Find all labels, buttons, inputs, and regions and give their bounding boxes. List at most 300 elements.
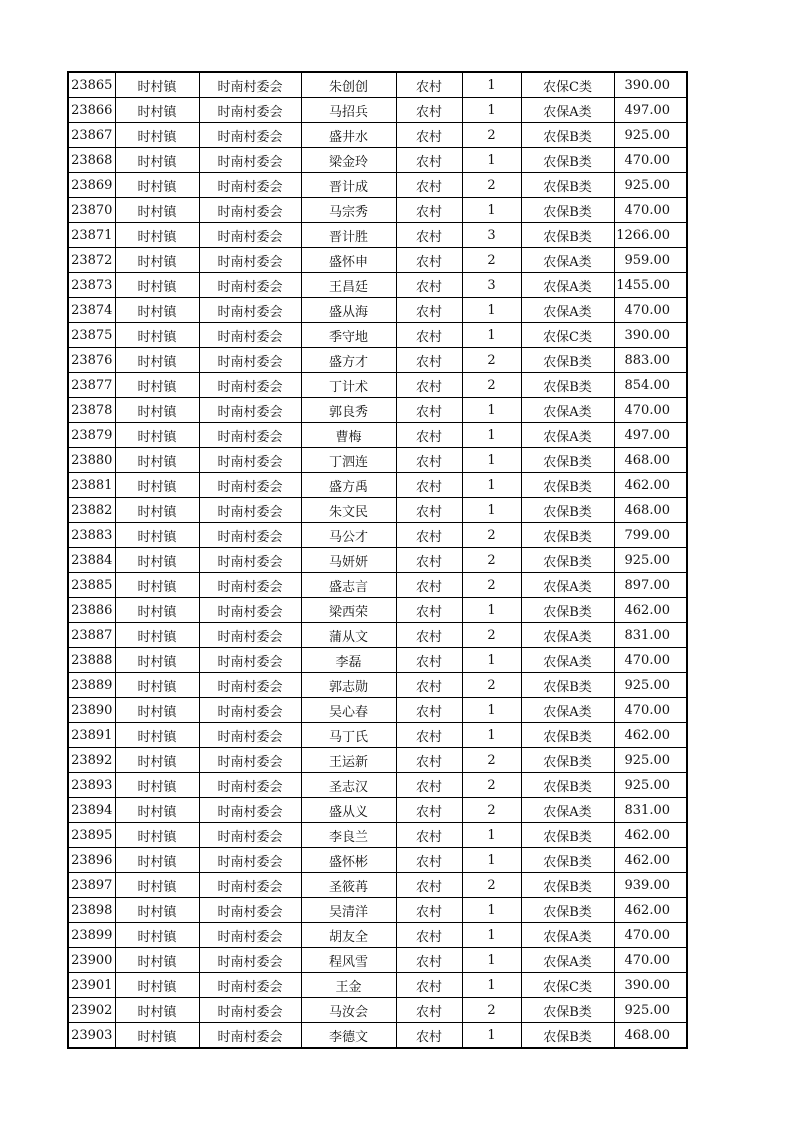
name-cell: 李磊 — [301, 648, 396, 673]
member-count-cell: 1 — [462, 823, 521, 848]
town-cell: 时村镇 — [115, 98, 199, 123]
amount-cell: 390.00 — [614, 323, 687, 348]
amount-cell: 831.00 — [614, 623, 687, 648]
village-committee-cell: 时南村委会 — [199, 498, 301, 523]
record-id-cell: 23878 — [68, 398, 115, 423]
amount-cell: 470.00 — [614, 648, 687, 673]
name-cell: 盛井水 — [301, 123, 396, 148]
table-row — [68, 748, 687, 773]
town-cell: 时村镇 — [115, 673, 199, 698]
table-row — [68, 273, 687, 298]
village-committee-cell: 时南村委会 — [199, 72, 301, 98]
table-row — [68, 348, 687, 373]
name-cell: 圣志汉 — [301, 773, 396, 798]
member-count-cell: 1 — [462, 98, 521, 123]
amount-cell: 925.00 — [614, 548, 687, 573]
record-id-cell: 23898 — [68, 898, 115, 923]
member-count-cell: 2 — [462, 748, 521, 773]
amount-cell: 462.00 — [614, 598, 687, 623]
name-cell: 盛从海 — [301, 298, 396, 323]
village-committee-cell: 时南村委会 — [199, 448, 301, 473]
member-count-cell: 1 — [462, 923, 521, 948]
member-count-cell: 2 — [462, 173, 521, 198]
insurance-category-cell: 农保B类 — [521, 773, 614, 798]
member-count-cell: 1 — [462, 148, 521, 173]
table-row — [68, 498, 687, 523]
village-committee-cell: 时南村委会 — [199, 473, 301, 498]
household-type-cell: 农村 — [396, 273, 462, 298]
household-type-cell: 农村 — [396, 923, 462, 948]
village-committee-cell: 时南村委会 — [199, 948, 301, 973]
member-count-cell: 2 — [462, 348, 521, 373]
amount-cell: 462.00 — [614, 898, 687, 923]
member-count-cell: 2 — [462, 548, 521, 573]
town-cell: 时村镇 — [115, 1023, 199, 1049]
table-row — [68, 548, 687, 573]
name-cell: 马妍妍 — [301, 548, 396, 573]
village-committee-cell: 时南村委会 — [199, 1023, 301, 1049]
town-cell: 时村镇 — [115, 398, 199, 423]
household-type-cell: 农村 — [396, 723, 462, 748]
town-cell: 时村镇 — [115, 573, 199, 598]
insurance-category-cell: 农保A类 — [521, 948, 614, 973]
member-count-cell: 1 — [462, 448, 521, 473]
member-count-cell: 1 — [462, 398, 521, 423]
town-cell: 时村镇 — [115, 348, 199, 373]
member-count-cell: 1 — [462, 198, 521, 223]
amount-cell: 497.00 — [614, 98, 687, 123]
table-row — [68, 323, 687, 348]
town-cell: 时村镇 — [115, 373, 199, 398]
name-cell: 季守地 — [301, 323, 396, 348]
member-count-cell: 3 — [462, 223, 521, 248]
town-cell: 时村镇 — [115, 448, 199, 473]
roster-body — [68, 72, 687, 1048]
table-row — [68, 923, 687, 948]
village-committee-cell: 时南村委会 — [199, 548, 301, 573]
record-id-cell: 23873 — [68, 273, 115, 298]
name-cell: 马宗秀 — [301, 198, 396, 223]
town-cell: 时村镇 — [115, 173, 199, 198]
insurance-category-cell: 农保B类 — [521, 598, 614, 623]
household-type-cell: 农村 — [396, 773, 462, 798]
village-committee-cell: 时南村委会 — [199, 873, 301, 898]
name-cell: 胡友全 — [301, 923, 396, 948]
name-cell: 马丁氏 — [301, 723, 396, 748]
table-row — [68, 248, 687, 273]
record-id-cell: 23891 — [68, 723, 115, 748]
town-cell: 时村镇 — [115, 123, 199, 148]
name-cell: 盛从义 — [301, 798, 396, 823]
table-row — [68, 148, 687, 173]
household-type-cell: 农村 — [396, 873, 462, 898]
table-row — [68, 72, 687, 98]
household-type-cell: 农村 — [396, 248, 462, 273]
amount-cell: 468.00 — [614, 448, 687, 473]
insurance-category-cell: 农保B类 — [521, 198, 614, 223]
town-cell: 时村镇 — [115, 873, 199, 898]
village-committee-cell: 时南村委会 — [199, 773, 301, 798]
village-committee-cell: 时南村委会 — [199, 148, 301, 173]
table-row — [68, 298, 687, 323]
name-cell: 李良兰 — [301, 823, 396, 848]
village-committee-cell: 时南村委会 — [199, 223, 301, 248]
insurance-category-cell: 农保A类 — [521, 98, 614, 123]
household-type-cell: 农村 — [396, 573, 462, 598]
village-committee-cell: 时南村委会 — [199, 623, 301, 648]
record-id-cell: 23900 — [68, 948, 115, 973]
table-row — [68, 373, 687, 398]
insurance-category-cell: 农保B类 — [521, 1023, 614, 1049]
village-committee-cell: 时南村委会 — [199, 598, 301, 623]
household-type-cell: 农村 — [396, 623, 462, 648]
household-type-cell: 农村 — [396, 823, 462, 848]
table-row — [68, 223, 687, 248]
amount-cell: 925.00 — [614, 773, 687, 798]
town-cell: 时村镇 — [115, 323, 199, 348]
village-committee-cell: 时南村委会 — [199, 523, 301, 548]
town-cell: 时村镇 — [115, 72, 199, 98]
table-row — [68, 873, 687, 898]
member-count-cell: 1 — [462, 423, 521, 448]
amount-cell: 959.00 — [614, 248, 687, 273]
household-type-cell: 农村 — [396, 123, 462, 148]
record-id-cell: 23867 — [68, 123, 115, 148]
household-type-cell: 农村 — [396, 98, 462, 123]
amount-cell: 925.00 — [614, 748, 687, 773]
table-row — [68, 848, 687, 873]
record-id-cell: 23883 — [68, 523, 115, 548]
name-cell: 盛怀彬 — [301, 848, 396, 873]
name-cell: 圣筱苒 — [301, 873, 396, 898]
town-cell: 时村镇 — [115, 798, 199, 823]
insurance-category-cell: 农保B类 — [521, 348, 614, 373]
household-type-cell: 农村 — [396, 898, 462, 923]
table-row — [68, 598, 687, 623]
record-id-cell: 23902 — [68, 998, 115, 1023]
village-committee-cell: 时南村委会 — [199, 398, 301, 423]
record-id-cell: 23870 — [68, 198, 115, 223]
name-cell: 盛志言 — [301, 573, 396, 598]
town-cell: 时村镇 — [115, 248, 199, 273]
town-cell: 时村镇 — [115, 648, 199, 673]
amount-cell: 470.00 — [614, 148, 687, 173]
household-type-cell: 农村 — [396, 798, 462, 823]
insurance-category-cell: 农保B类 — [521, 873, 614, 898]
name-cell: 吴清洋 — [301, 898, 396, 923]
insurance-category-cell: 农保B类 — [521, 223, 614, 248]
insurance-category-cell: 农保B类 — [521, 848, 614, 873]
insurance-category-cell: 农保B类 — [521, 523, 614, 548]
village-committee-cell: 时南村委会 — [199, 298, 301, 323]
name-cell: 盛怀申 — [301, 248, 396, 273]
household-type-cell: 农村 — [396, 523, 462, 548]
town-cell: 时村镇 — [115, 623, 199, 648]
amount-cell: 462.00 — [614, 473, 687, 498]
town-cell: 时村镇 — [115, 273, 199, 298]
name-cell: 王金 — [301, 973, 396, 998]
record-id-cell: 23894 — [68, 798, 115, 823]
record-id-cell: 23874 — [68, 298, 115, 323]
insurance-category-cell: 农保A类 — [521, 398, 614, 423]
insurance-category-cell: 农保B类 — [521, 548, 614, 573]
record-id-cell: 23868 — [68, 148, 115, 173]
member-count-cell: 2 — [462, 773, 521, 798]
insurance-category-cell: 农保A类 — [521, 798, 614, 823]
village-committee-cell: 时南村委会 — [199, 923, 301, 948]
amount-cell: 470.00 — [614, 948, 687, 973]
member-count-cell: 3 — [462, 273, 521, 298]
town-cell: 时村镇 — [115, 148, 199, 173]
amount-cell: 831.00 — [614, 798, 687, 823]
household-type-cell: 农村 — [396, 398, 462, 423]
town-cell: 时村镇 — [115, 198, 199, 223]
household-type-cell: 农村 — [396, 148, 462, 173]
town-cell: 时村镇 — [115, 848, 199, 873]
amount-cell: 1455.00 — [614, 273, 687, 298]
name-cell: 马公才 — [301, 523, 396, 548]
household-type-cell: 农村 — [396, 348, 462, 373]
table-row — [68, 973, 687, 998]
table-row — [68, 448, 687, 473]
member-count-cell: 1 — [462, 723, 521, 748]
name-cell: 郭良秀 — [301, 398, 396, 423]
household-type-cell: 农村 — [396, 448, 462, 473]
insurance-category-cell: 农保A类 — [521, 248, 614, 273]
record-id-cell: 23888 — [68, 648, 115, 673]
amount-cell: 1266.00 — [614, 223, 687, 248]
insurance-category-cell: 农保A类 — [521, 623, 614, 648]
name-cell: 丁计术 — [301, 373, 396, 398]
amount-cell: 470.00 — [614, 298, 687, 323]
record-id-cell: 23903 — [68, 1023, 115, 1049]
table-row — [68, 123, 687, 148]
household-type-cell: 农村 — [396, 598, 462, 623]
table-row — [68, 998, 687, 1023]
name-cell: 丁泗连 — [301, 448, 396, 473]
insurance-category-cell: 农保B类 — [521, 673, 614, 698]
village-committee-cell: 时南村委会 — [199, 173, 301, 198]
household-type-cell: 农村 — [396, 323, 462, 348]
village-committee-cell: 时南村委会 — [199, 348, 301, 373]
amount-cell: 470.00 — [614, 698, 687, 723]
town-cell: 时村镇 — [115, 723, 199, 748]
village-committee-cell: 时南村委会 — [199, 823, 301, 848]
member-count-cell: 2 — [462, 123, 521, 148]
member-count-cell: 1 — [462, 973, 521, 998]
insurance-category-cell: 农保B类 — [521, 723, 614, 748]
table-row — [68, 198, 687, 223]
table-row — [68, 473, 687, 498]
roster-table — [67, 71, 688, 1049]
member-count-cell: 1 — [462, 848, 521, 873]
table-row — [68, 1023, 687, 1049]
insurance-category-cell: 农保B类 — [521, 373, 614, 398]
record-id-cell: 23865 — [68, 72, 115, 98]
insurance-category-cell: 农保A类 — [521, 423, 614, 448]
member-count-cell: 2 — [462, 998, 521, 1023]
member-count-cell: 2 — [462, 798, 521, 823]
record-id-cell: 23879 — [68, 423, 115, 448]
insurance-category-cell: 农保A类 — [521, 273, 614, 298]
record-id-cell: 23881 — [68, 473, 115, 498]
name-cell: 梁西荣 — [301, 598, 396, 623]
town-cell: 时村镇 — [115, 498, 199, 523]
village-committee-cell: 时南村委会 — [199, 648, 301, 673]
insurance-category-cell: 农保B类 — [521, 123, 614, 148]
insurance-category-cell: 农保C类 — [521, 323, 614, 348]
record-id-cell: 23901 — [68, 973, 115, 998]
table-row — [68, 898, 687, 923]
name-cell: 晋计胜 — [301, 223, 396, 248]
record-id-cell: 23871 — [68, 223, 115, 248]
village-committee-cell: 时南村委会 — [199, 323, 301, 348]
member-count-cell: 1 — [462, 72, 521, 98]
amount-cell: 883.00 — [614, 348, 687, 373]
town-cell: 时村镇 — [115, 523, 199, 548]
name-cell: 蒲从文 — [301, 623, 396, 648]
household-type-cell: 农村 — [396, 423, 462, 448]
village-committee-cell: 时南村委会 — [199, 373, 301, 398]
name-cell: 马招兵 — [301, 98, 396, 123]
village-committee-cell: 时南村委会 — [199, 123, 301, 148]
household-type-cell: 农村 — [396, 648, 462, 673]
member-count-cell: 1 — [462, 498, 521, 523]
name-cell: 盛方才 — [301, 348, 396, 373]
member-count-cell: 2 — [462, 523, 521, 548]
member-count-cell: 1 — [462, 648, 521, 673]
household-type-cell: 农村 — [396, 223, 462, 248]
amount-cell: 925.00 — [614, 673, 687, 698]
household-type-cell: 农村 — [396, 998, 462, 1023]
insurance-category-cell: 农保A类 — [521, 923, 614, 948]
village-committee-cell: 时南村委会 — [199, 798, 301, 823]
record-id-cell: 23887 — [68, 623, 115, 648]
village-committee-cell: 时南村委会 — [199, 673, 301, 698]
table-row — [68, 423, 687, 448]
member-count-cell: 2 — [462, 873, 521, 898]
name-cell: 晋计成 — [301, 173, 396, 198]
household-type-cell: 农村 — [396, 548, 462, 573]
member-count-cell: 1 — [462, 898, 521, 923]
village-committee-cell: 时南村委会 — [199, 273, 301, 298]
member-count-cell: 1 — [462, 473, 521, 498]
village-committee-cell: 时南村委会 — [199, 898, 301, 923]
name-cell: 程风雪 — [301, 948, 396, 973]
table-row — [68, 623, 687, 648]
town-cell: 时村镇 — [115, 473, 199, 498]
insurance-category-cell: 农保A类 — [521, 698, 614, 723]
name-cell: 马汝会 — [301, 998, 396, 1023]
table-row — [68, 398, 687, 423]
household-type-cell: 农村 — [396, 173, 462, 198]
member-count-cell: 1 — [462, 298, 521, 323]
record-id-cell: 23882 — [68, 498, 115, 523]
amount-cell: 925.00 — [614, 173, 687, 198]
member-count-cell: 1 — [462, 698, 521, 723]
table-row — [68, 573, 687, 598]
amount-cell: 897.00 — [614, 573, 687, 598]
village-committee-cell: 时南村委会 — [199, 698, 301, 723]
member-count-cell: 1 — [462, 948, 521, 973]
member-count-cell: 1 — [462, 323, 521, 348]
town-cell: 时村镇 — [115, 923, 199, 948]
insurance-category-cell: 农保B类 — [521, 498, 614, 523]
household-type-cell: 农村 — [396, 1023, 462, 1049]
table-row — [68, 823, 687, 848]
name-cell: 曹梅 — [301, 423, 396, 448]
amount-cell: 925.00 — [614, 123, 687, 148]
town-cell: 时村镇 — [115, 898, 199, 923]
amount-cell: 470.00 — [614, 198, 687, 223]
member-count-cell: 2 — [462, 573, 521, 598]
record-id-cell: 23872 — [68, 248, 115, 273]
member-count-cell: 2 — [462, 623, 521, 648]
household-type-cell: 农村 — [396, 198, 462, 223]
insurance-category-cell: 农保B类 — [521, 748, 614, 773]
name-cell: 梁金玲 — [301, 148, 396, 173]
village-committee-cell: 时南村委会 — [199, 423, 301, 448]
town-cell: 时村镇 — [115, 823, 199, 848]
record-id-cell: 23866 — [68, 98, 115, 123]
name-cell: 盛方禹 — [301, 473, 396, 498]
record-id-cell: 23884 — [68, 548, 115, 573]
insurance-category-cell: 农保A类 — [521, 648, 614, 673]
record-id-cell: 23892 — [68, 748, 115, 773]
town-cell: 时村镇 — [115, 223, 199, 248]
record-id-cell: 23899 — [68, 923, 115, 948]
table-row — [68, 723, 687, 748]
town-cell: 时村镇 — [115, 423, 199, 448]
name-cell: 王运新 — [301, 748, 396, 773]
town-cell: 时村镇 — [115, 748, 199, 773]
table-row — [68, 698, 687, 723]
name-cell: 朱创创 — [301, 72, 396, 98]
household-type-cell: 农村 — [396, 473, 462, 498]
town-cell: 时村镇 — [115, 973, 199, 998]
record-id-cell: 23889 — [68, 673, 115, 698]
village-committee-cell: 时南村委会 — [199, 723, 301, 748]
household-type-cell: 农村 — [396, 498, 462, 523]
insurance-category-cell: 农保B类 — [521, 823, 614, 848]
record-id-cell: 23877 — [68, 373, 115, 398]
table-row — [68, 673, 687, 698]
amount-cell: 462.00 — [614, 723, 687, 748]
amount-cell: 925.00 — [614, 998, 687, 1023]
record-id-cell: 23886 — [68, 598, 115, 623]
household-type-cell: 农村 — [396, 973, 462, 998]
amount-cell: 468.00 — [614, 1023, 687, 1049]
amount-cell: 390.00 — [614, 973, 687, 998]
insurance-category-cell: 农保B类 — [521, 898, 614, 923]
town-cell: 时村镇 — [115, 773, 199, 798]
insurance-category-cell: 农保B类 — [521, 473, 614, 498]
member-count-cell: 2 — [462, 373, 521, 398]
insurance-category-cell: 农保A类 — [521, 573, 614, 598]
insurance-category-cell: 农保C类 — [521, 973, 614, 998]
insurance-category-cell: 农保B类 — [521, 173, 614, 198]
household-type-cell: 农村 — [396, 72, 462, 98]
household-type-cell: 农村 — [396, 848, 462, 873]
household-type-cell: 农村 — [396, 373, 462, 398]
amount-cell: 462.00 — [614, 848, 687, 873]
village-committee-cell: 时南村委会 — [199, 248, 301, 273]
record-id-cell: 23890 — [68, 698, 115, 723]
amount-cell: 470.00 — [614, 923, 687, 948]
amount-cell: 854.00 — [614, 373, 687, 398]
record-id-cell: 23869 — [68, 173, 115, 198]
household-type-cell: 农村 — [396, 948, 462, 973]
